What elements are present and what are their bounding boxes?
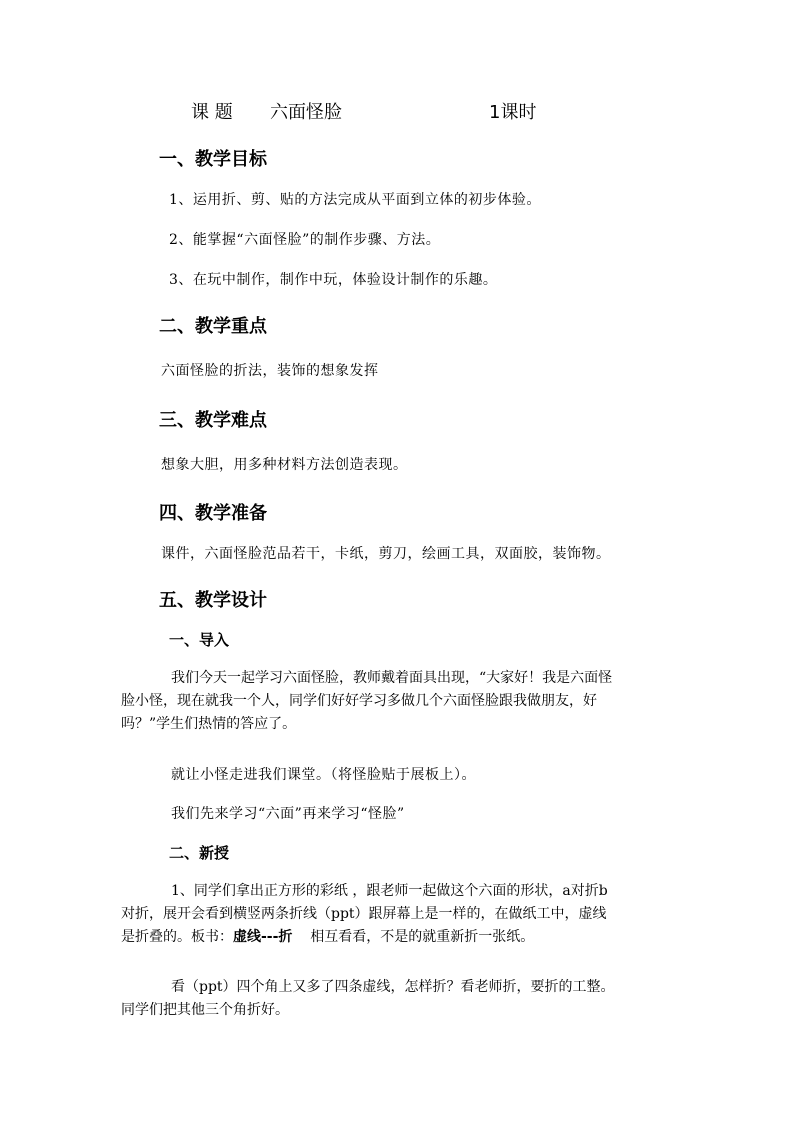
board-note: 虚线---折 [233,929,293,945]
design-heading: 五、教学设计 [159,590,267,611]
lesson-period: 1课时 [489,102,537,123]
paragraph-line: 看（ppt）四个角上又多了四条虚线，怎样折？看老师折，要折的工整。 [171,979,615,995]
difficulties-text: 想象大胆，用多种材料方法创造表现。 [161,457,408,473]
preparation-heading: 四、教学准备 [159,503,267,524]
intro-paragraph-2: 就让小怪走进我们课堂。（将怪脸贴于展板上）。 [171,767,476,783]
difficulties-heading: 三、教学难点 [159,410,267,431]
paragraph-line: 同学们把其他三个角折好。 [121,1002,289,1018]
new-lesson-paragraph [121,880,677,949]
new-lesson-heading: 二、新授 [169,844,230,862]
paragraph-line: 我们今天一起学习六面怪脸，教师戴着面具出现，“大家好！我是六面怪 [171,670,613,686]
preparation-text: 课件，六面怪脸范品若干，卡纸，剪刀，绘画工具，双面胶，装饰物。 [161,546,611,562]
objective-item: 3、在玩中制作，制作中玩，体验设计制作的乐趣。 [169,272,498,288]
intro-paragraph [121,667,677,736]
objectives-heading: 一、教学目标 [159,149,267,170]
intro-heading: 一、导入 [169,631,230,649]
key-points-text: 六面怪脸的折法，装饰的想象发挥 [161,363,379,379]
paragraph-line [121,926,677,949]
key-points-heading: 二、教学重点 [159,316,267,337]
paragraph-text: 是折叠的。板书： [121,929,233,945]
new-lesson-paragraph-2 [121,976,677,1022]
lesson-name: 六面怪脸 [270,102,342,123]
lesson-label: 课 题 [191,102,233,123]
paragraph-line: 对折，展开会看到横竖两条折线（ppt）跟屏幕上是一样的，在做纸工中，虚线 [121,906,607,922]
objective-item: 1、运用折、剪、贴的方法完成从平面到立体的初步体验。 [169,192,541,208]
paragraph-line: 吗？”学生们热情的答应了。 [121,716,297,732]
paragraph-text: 相互看看，不是的就重新折一张纸。 [292,929,535,945]
paragraph-line: 1、同学们拿出正方形的彩纸 ，跟老师一起做这个六面的形状，a对折b [171,883,608,899]
objective-item: 2、能掌握“六面怪脸”的制作步骤、方法。 [169,232,441,248]
paragraph-line: 脸小怪，现在就我一个人，同学们好好学习多做几个六面怪脸跟我做朋友，好 [121,693,597,709]
intro-paragraph-3: 我们先来学习“六面”再来学习“怪脸” [171,806,405,822]
